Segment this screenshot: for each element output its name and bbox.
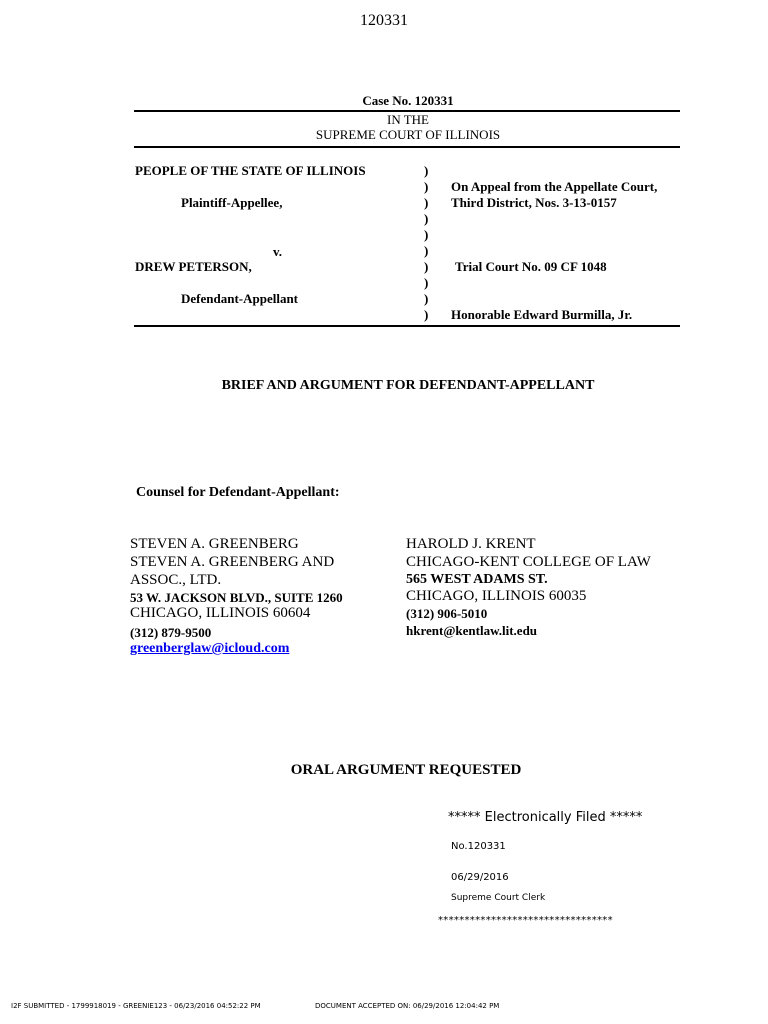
footer-accepted: DOCUMENT ACCEPTED ON: 06/29/2016 12:04:42 PM [315, 1002, 500, 1010]
counsel-right-address: 565 WEST ADAMS ST. [406, 572, 548, 587]
counsel-left-name: STEVEN A. GREENBERG [130, 536, 299, 552]
filing-stamp-stars: ********************************* [438, 915, 613, 926]
oral-argument-requested: ORAL ARGUMENT REQUESTED [290, 762, 522, 778]
counsel-left-email-link[interactable]: greenberglaw@icloud.com [130, 641, 290, 656]
versus: v. [273, 244, 283, 259]
plaintiff-role: Plaintiff-Appellee, [181, 195, 283, 210]
caption-paren: ) [424, 211, 429, 226]
filing-stamp-number: No.120331 [451, 841, 506, 852]
caption-paren: ) [424, 291, 429, 306]
caption-paren: ) [424, 307, 429, 322]
filing-stamp-title: ***** Electronically Filed ***** [448, 810, 643, 825]
page-header-number: 120331 [360, 12, 408, 29]
judge-name: Honorable Edward Burmilla, Jr. [451, 307, 633, 322]
caption-paren: ) [424, 227, 429, 242]
defendant-role: Defendant-Appellant [181, 291, 299, 306]
court-line-2: SUPREME COURT OF ILLINOIS [315, 127, 501, 142]
counsel-right-phone: (312) 906-5010 [406, 606, 488, 621]
counsel-right-name: HAROLD J. KRENT [406, 536, 536, 552]
caption-paren: ) [424, 179, 429, 194]
trial-court-number: Trial Court No. 09 CF 1048 [455, 259, 607, 274]
caption-paren: ) [424, 243, 429, 258]
footer-submitted: I2F SUBMITTED - 1799918019 - GREENIE123 - 06/23/2016 04:52:22 PM [11, 1002, 261, 1010]
counsel-left-address: 53 W. JACKSON BLVD., SUITE 1260 [130, 590, 343, 605]
counsel-right-email: hkrent@kentlaw.lit.edu [406, 623, 538, 638]
caption-paren: ) [424, 163, 429, 178]
counsel-right-city: CHICAGO, ILLINOIS 60035 [406, 588, 587, 604]
counsel-left-city: CHICAGO, ILLINOIS 60604 [130, 605, 311, 621]
caption-paren: ) [424, 259, 429, 274]
counsel-heading: Counsel for Defendant-Appellant: [136, 485, 340, 500]
court-rule [134, 146, 680, 148]
caption-paren: ) [424, 195, 429, 210]
appeal-line-1: On Appeal from the Appellate Court, [451, 179, 658, 194]
court-line-1: IN THE [386, 112, 429, 127]
appeal-line-2: Third District, Nos. 3-13-0157 [451, 195, 617, 210]
caption-bottom-rule [134, 325, 680, 327]
counsel-right-firm: CHICAGO-KENT COLLEGE OF LAW [406, 554, 651, 570]
brief-title: BRIEF AND ARGUMENT FOR DEFENDANT-APPELLANT [221, 378, 595, 393]
caption-paren: ) [424, 275, 429, 290]
case-number: Case No. 120331 [362, 93, 454, 108]
defendant-name: DREW PETERSON, [135, 259, 252, 274]
counsel-left-firm-2: ASSOC., LTD. [130, 572, 222, 588]
filing-stamp-date: 06/29/2016 [451, 872, 509, 883]
filing-stamp-clerk: Supreme Court Clerk [451, 893, 546, 903]
counsel-left-phone: (312) 879-9500 [130, 625, 212, 640]
plaintiff-name: PEOPLE OF THE STATE OF ILLINOIS [135, 163, 366, 178]
counsel-left-firm-1: STEVEN A. GREENBERG AND [130, 554, 335, 570]
